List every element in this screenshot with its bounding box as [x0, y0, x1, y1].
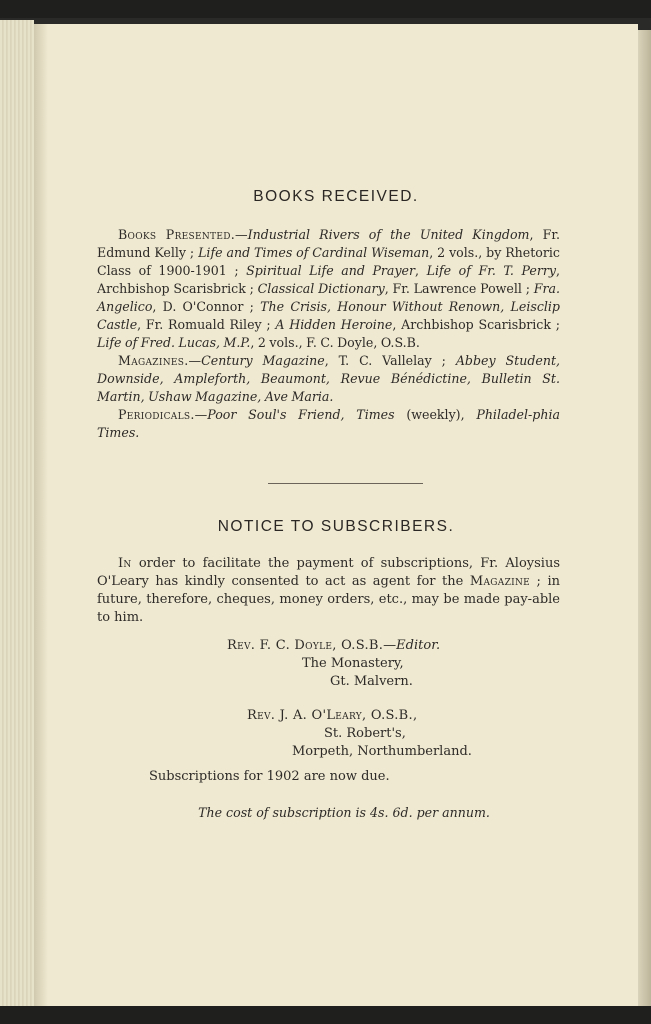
book-page-edges — [0, 20, 34, 1008]
periodicals-paragraph — [97, 406, 560, 442]
editor-name: Rev. F. C. Doyle, O.S.B. — [227, 638, 384, 653]
text-run: Industrial Rivers of the United Kingdom — [247, 227, 530, 242]
books-presented-label: Books Presented. — [118, 227, 236, 242]
text-run: , T. C. Vallelay ; — [324, 353, 456, 368]
notice-first-word: In — [118, 556, 132, 571]
editor-name-line — [227, 637, 440, 655]
text-run: , Archbishop Scarisbrick ; — [97, 263, 561, 296]
book-page — [34, 24, 638, 1006]
text-run: A Hidden Heroine — [275, 317, 393, 332]
notice-paragraph — [97, 555, 560, 627]
book-right-edge — [638, 30, 651, 1006]
text-run: The Crisis, Honour Without Renown, Leisclip Castle — [97, 299, 560, 332]
section-divider — [268, 483, 423, 484]
page-frame-bottom — [0, 1006, 651, 1024]
text-run: Life of Fred. Lucas, M.P. — [97, 335, 251, 350]
text-run: Philadel-phia Times. — [97, 407, 560, 440]
notice-body-after: ; in future, therefore, cheques, money orders, etc., may be made pay-able to him. — [97, 574, 560, 625]
spine-shadow — [34, 24, 48, 1006]
notice-section — [97, 555, 560, 627]
agent-address-line-1: St. Robert's, — [324, 726, 406, 741]
magazines-paragraph — [97, 352, 560, 406]
editor-address-line-2: Gt. Malvern. — [330, 674, 413, 689]
notice-magazine-word: Magazine — [469, 574, 531, 589]
agent-name: Rev. J. A. O'Leary, O.S.B., — [247, 708, 418, 723]
magazines-dash: — — [188, 353, 202, 368]
text-run: Century Magazine — [201, 353, 325, 368]
periodicals-dash: — — [194, 407, 208, 422]
books-presented-dash: — — [235, 227, 248, 242]
periodicals-label: Periodicals. — [118, 407, 195, 422]
text-run: Fra. Angelico — [97, 281, 560, 314]
editor-role: —Editor. — [383, 638, 441, 653]
text-run: Life and Times of Cardinal Wiseman — [198, 245, 430, 260]
books-presented-list — [97, 227, 560, 350]
text-run: Abbey Student, Downside, Ampleforth, Beaumont, Revue Bénédictine, Bulletin St. Martin, Ushaw Magazine, Ave Maria. — [97, 353, 561, 404]
text-run: Spiritual Life and Prayer — [246, 263, 416, 278]
editor-address-line-1: The Monastery, — [302, 656, 404, 671]
text-run: , Archbishop Scarisbrick ; — [392, 317, 560, 332]
text-run: , D. O'Connor ; — [152, 299, 261, 314]
subscriptions-due: Subscriptions for 1902 are now due. — [149, 769, 390, 784]
agent-address-line-2: Morpeth, Northumberland. — [292, 744, 472, 759]
text-run: , — [415, 263, 427, 278]
text-run: , Fr. Lawrence Powell ; — [384, 281, 534, 296]
notice-body-before: order to facilitate the payment of subscriptions, Fr. Aloysius O'Leary has kindly consented to act as agent for the — [97, 556, 560, 589]
text-run: Life of Fr. T. Perry — [426, 263, 556, 278]
text-run: , 2 vols., F. C. Doyle, O.S.B. — [250, 335, 420, 350]
text-run: Classical Dictionary — [257, 281, 385, 296]
page-frame-top — [0, 0, 651, 18]
text-run: Poor Soul's Friend, Times — [207, 407, 395, 422]
magazines-label: Magazines. — [118, 353, 189, 368]
text-run: , 2 vols., by Rhetoric Class of 1900-1901 ; — [97, 245, 560, 278]
text-run: (weekly), — [394, 407, 477, 422]
books-received-heading: BOOKS RECEIVED. — [253, 188, 419, 205]
subscription-cost: The cost of subscription is 4s. 6d. per annum. — [198, 805, 490, 820]
notice-heading: NOTICE TO SUBSCRIBERS. — [217, 518, 455, 535]
text-run: , Fr. Romuald Riley ; — [137, 317, 276, 332]
books-received-section — [97, 226, 560, 442]
text-run: , Fr. Edmund Kelly ; — [97, 227, 560, 260]
books-presented-paragraph — [97, 226, 560, 352]
